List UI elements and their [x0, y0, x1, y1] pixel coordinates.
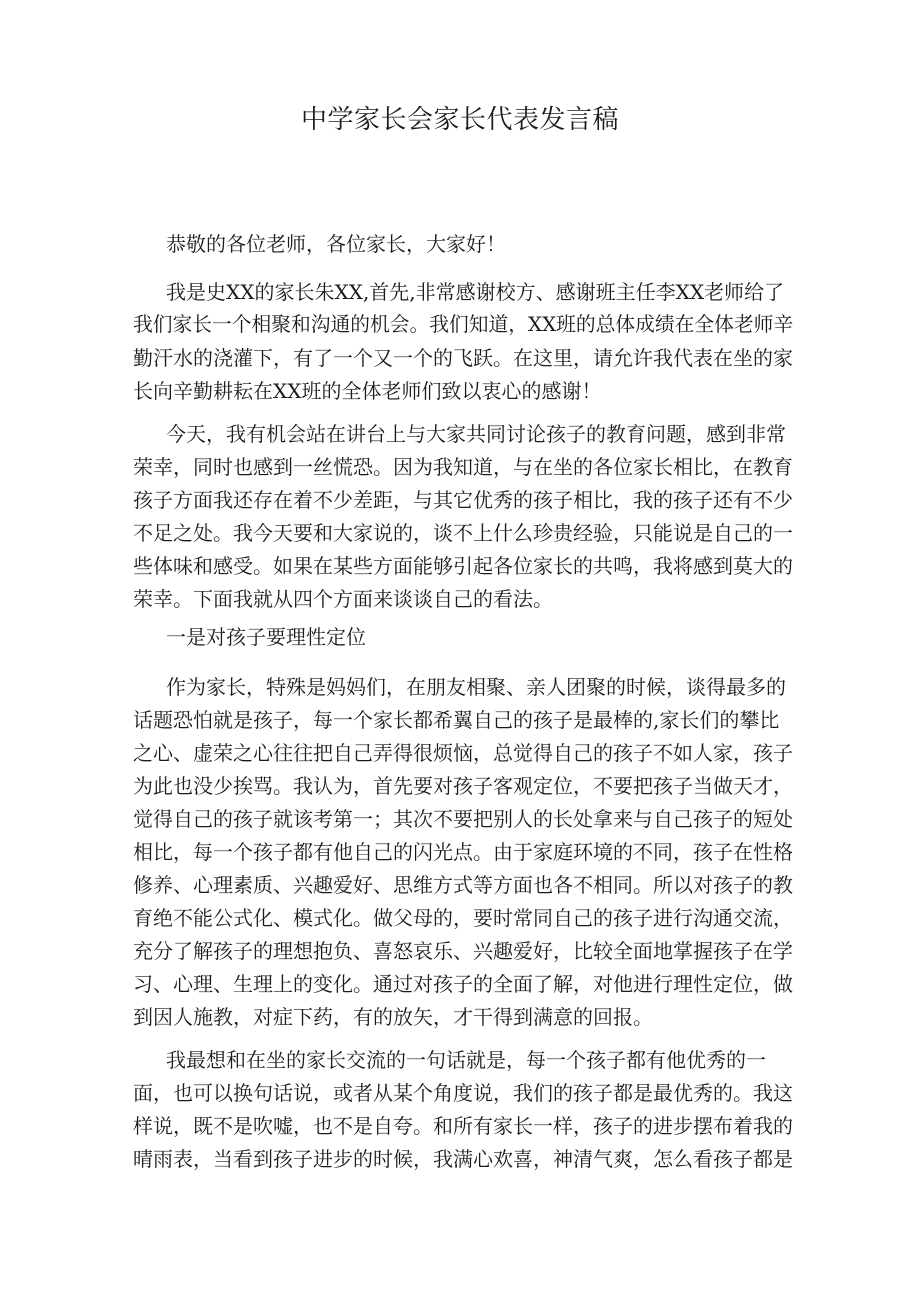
paragraph-line: 今天，我有机会站在讲台上与大家共同讨论孩子的教育问题，感到非常 — [166, 422, 786, 446]
paragraph-line: 相比，每一个孩子都有他自己的闪光点。由于家庭环境的不同，孩子在性格 — [133, 840, 793, 864]
paragraph-line: 不足之处。我今天要和大家说的，谈不上什么珍贵经验，只能说是自己的一 — [133, 521, 793, 545]
paragraph-line: 荣幸。下面我就从四个方面来谈谈自己的看法。 — [133, 587, 553, 611]
paragraph-line: 我最想和在坐的家长交流的一句话就是，每一个孩子都有他优秀的一 — [166, 1048, 766, 1072]
paragraph-line: 长向辛勤耕耘在XX班的全体老师们致以衷心的感谢！ — [133, 379, 602, 403]
paragraph-line: 育绝不能公式化、模式化。做父母的，要时常同自己的孩子进行沟通交流， — [133, 906, 793, 930]
paragraph-line: 晴雨表，当看到孩子进步的时候，我满心欢喜，神清气爽，怎么看孩子都是 — [133, 1147, 793, 1171]
paragraph-line: 勤汗水的浇灌下，有了一个又一个的飞跃。在这里，请允许我代表在坐的家 — [133, 346, 793, 370]
paragraph-line: 我们家长一个相聚和沟通的机会。我们知道，XX班的总体成绩在全体老师辛 — [133, 313, 794, 336]
paragraph-line: 一是对孩子要理性定位 — [166, 625, 366, 649]
paragraph-line: 习、心理、生理上的变化。通过对孩子的全面了解，对他进行理性定位，做 — [133, 972, 793, 996]
paragraph-line: 些体味和感受。如果在某些方面能够引起各位家长的共鸣，我将感到莫大的 — [133, 554, 793, 578]
paragraph-line: 充分了解孩子的理想抱负、喜怒哀乐、兴趣爱好，比较全面地掌握孩子在学 — [133, 939, 793, 963]
paragraph-line: 之心、虚荣之心往往把自己弄得很烦恼，总觉得自己的孩子不如人家，孩子 — [133, 741, 793, 765]
paragraph-line: 觉得自己的孩子就该考第一；其次不要把别人的长处拿来与自己孩子的短处 — [133, 807, 793, 831]
paragraph-line: 恭敬的各位老师，各位家长，大家好！ — [166, 232, 506, 256]
paragraph-line: 孩子方面我还存在着不少差距，与其它优秀的孩子相比，我的孩子还有不少 — [133, 488, 793, 512]
paragraph-line: 我是史XX的家长朱XX,首先,非常感谢校方、感谢班主任李XX老师给了 — [166, 280, 785, 304]
document-title: 中学家长会家长代表发言稿 — [300, 105, 619, 135]
paragraph-line: 话题恐怕就是孩子，每一个家长都希翼自己的孩子是最棒的,家长们的攀比 — [133, 708, 780, 732]
paragraph-line: 荣幸，同时也感到一丝慌恐。因为我知道，与在坐的各位家长相比，在教育 — [133, 455, 793, 479]
paragraph-line: 为此也没少挨骂。我认为，首先要对孩子客观定位，不要把孩子当做天才， — [133, 774, 793, 798]
paragraph-line: 作为家长，特殊是妈妈们，在朋友相聚、亲人团聚的时候，谈得最多的 — [166, 675, 786, 699]
paragraph-line: 修养、心理素质、兴趣爱好、思维方式等方面也各不相同。所以对孩子的教 — [133, 873, 793, 897]
paragraph-line: 到因人施教，对症下药，有的放矢，才干得到满意的回报。 — [133, 1005, 653, 1029]
paragraph-line: 面，也可以换句话说，或者从某个角度说，我们的孩子都是最优秀的。我这 — [133, 1081, 793, 1105]
paragraph-line: 样说，既不是吹嘘，也不是自夸。和所有家长一样，孩子的进步摆布着我的 — [133, 1114, 793, 1138]
